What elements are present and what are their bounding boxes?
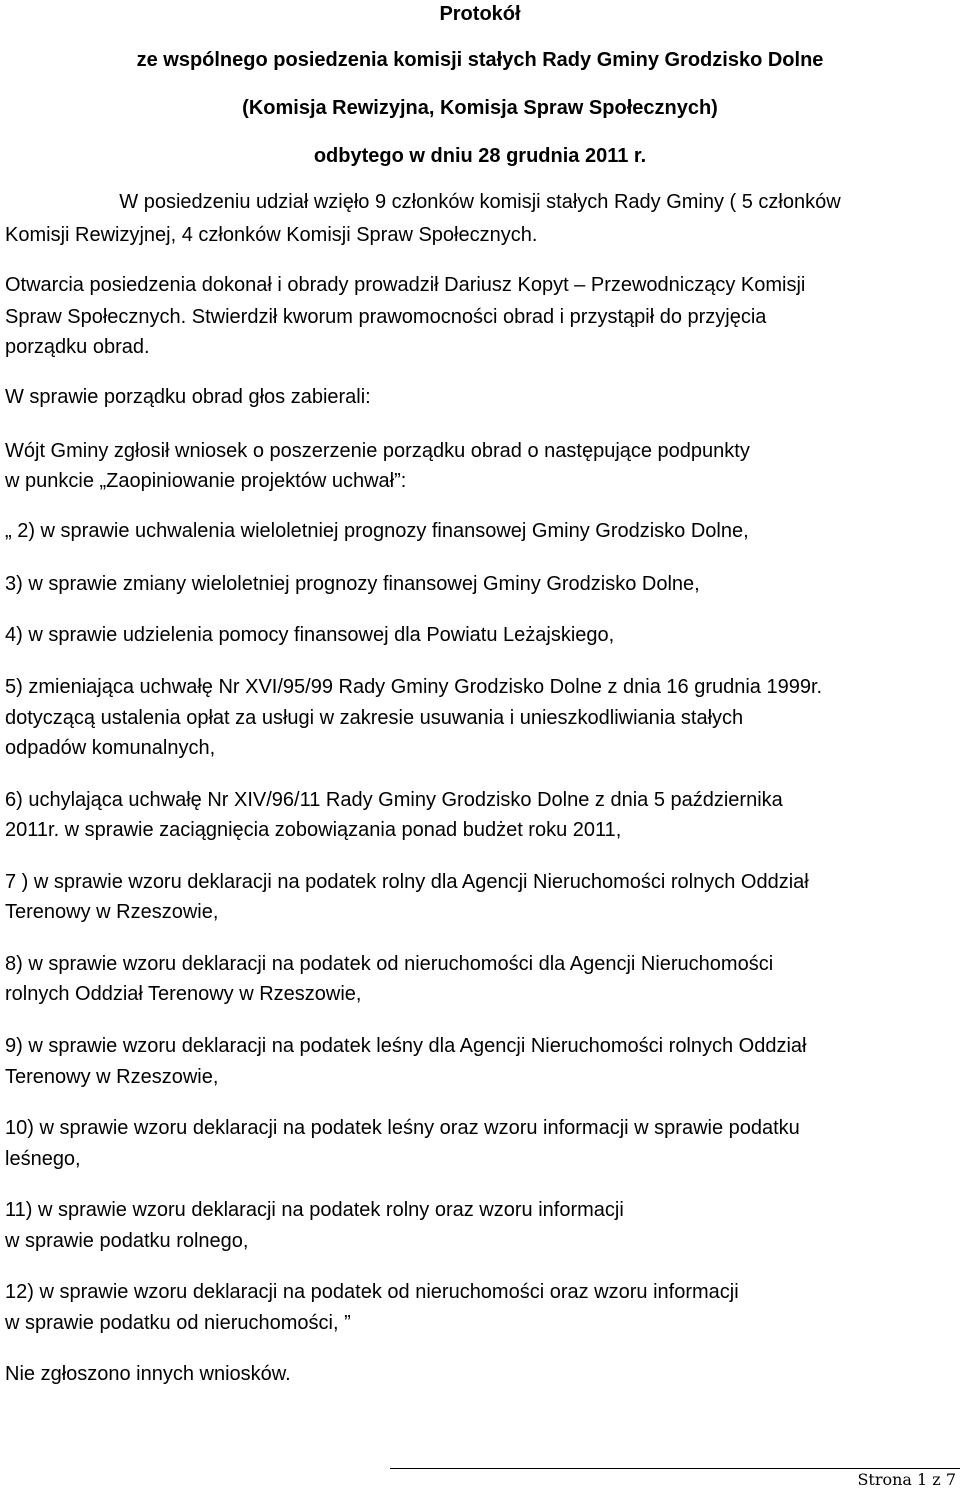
agenda-item-5-line-2: dotyczącą ustalenia opłat za usługi w zakresie usuwania i unieszkodliwiania stałych bbox=[5, 707, 744, 729]
agenda-item-10-line-1: 10) w sprawie wzoru deklaracji na podatek leśny oraz wzoru informacji w sprawie podatku bbox=[5, 1117, 800, 1139]
agenda-item-11-line-2: w sprawie podatku rolnego, bbox=[5, 1230, 249, 1252]
agenda-item-7-line-2: Terenowy w Rzeszowie, bbox=[5, 901, 219, 923]
opening-line-1: Otwarcia posiedzenia dokonał i obrady prowadził Dariusz Kopyt – Przewodniczący Komisji bbox=[5, 274, 806, 296]
meeting-date: odbytego w dniu 28 grudnia 2011 r. bbox=[313, 145, 647, 167]
agenda-item-6-line-2: 2011r. w sprawie zaciągnięcia zobowiązania ponad budżet roku 2011, bbox=[5, 819, 622, 841]
motion-line-2: w punkcie „Zaopiniowanie projektów uchwał”: bbox=[5, 470, 407, 492]
attendance-line-1: W posiedzeniu udział wzięło 9 członków komisji stałych Rady Gminy ( 5 członków bbox=[119, 191, 841, 213]
agenda-item-5-line-3: odpadów komunalnych, bbox=[5, 737, 216, 759]
agenda-item-8-line-1: 8) w sprawie wzoru deklaracji na podatek od nieruchomości dla Agencji Nieruchomości bbox=[5, 953, 774, 975]
opening-line-3: porządku obrad. bbox=[5, 336, 150, 358]
agenda-item-6-line-1: 6) uchylająca uchwałę Nr XIV/96/11 Rady Gminy Grodzisko Dolne z dnia 5 października bbox=[5, 789, 783, 811]
agenda-item-9-line-1: 9) w sprawie wzoru deklaracji na podatek leśny dla Agencji Nieruchomości rolnych Oddział bbox=[5, 1035, 807, 1057]
agenda-item-4: 4) w sprawie udzielenia pomocy finansowej dla Powiatu Leżajskiego, bbox=[5, 624, 615, 646]
opening-line-2: Spraw Społecznych. Stwierdził kworum prawomocności obrad i przystąpił do przyjęcia bbox=[5, 306, 767, 328]
agenda-item-7-line-1: 7 ) w sprawie wzoru deklaracji na podatek rolny dla Agencji Nieruchomości rolnych Oddział bbox=[5, 871, 809, 893]
agenda-item-3: 3) w sprawie zmiany wieloletniej prognozy finansowej Gminy Grodzisko Dolne, bbox=[5, 573, 700, 595]
committees-line: (Komisja Rewizyjna, Komisja Spraw Społecznych) bbox=[242, 97, 718, 119]
page-number: Strona 1 z 7 bbox=[857, 1470, 956, 1489]
agenda-item-11-line-1: 11) w sprawie wzoru deklaracji na podatek rolny oraz wzoru informacji bbox=[5, 1199, 624, 1221]
footer-divider bbox=[390, 1468, 960, 1469]
motion-line-1: Wójt Gminy zgłosił wniosek o poszerzenie porządku obrad o następujące podpunkty bbox=[5, 440, 750, 462]
attendance-line-2: Komisji Rewizyjnej, 4 członków Komisji Spraw Społecznych. bbox=[5, 224, 538, 246]
document-title: Protokół bbox=[439, 3, 521, 25]
agenda-item-10-line-2: leśnego, bbox=[5, 1148, 81, 1170]
agenda-item-8-line-2: rolnych Oddział Terenowy w Rzeszowie, bbox=[5, 983, 362, 1005]
agenda-item-12-line-2: w sprawie podatku od nieruchomości, ” bbox=[5, 1312, 351, 1334]
agenda-intro: W sprawie porządku obrad głos zabierali: bbox=[5, 386, 371, 408]
agenda-item-9-line-2: Terenowy w Rzeszowie, bbox=[5, 1066, 219, 1088]
document-subtitle: ze wspólnego posiedzenia komisji stałych Rady Gminy Grodzisko Dolne bbox=[136, 49, 824, 71]
agenda-item-12-line-1: 12) w sprawie wzoru deklaracji na podatek od nieruchomości oraz wzoru informacji bbox=[5, 1281, 739, 1303]
agenda-item-2: „ 2) w sprawie uchwalenia wieloletniej prognozy finansowej Gminy Grodzisko Dolne, bbox=[5, 520, 749, 542]
agenda-item-5-line-1: 5) zmieniająca uchwałę Nr XVI/95/99 Rady Gminy Grodzisko Dolne z dnia 16 grudnia 1999r. bbox=[5, 676, 823, 698]
closing-statement: Nie zgłoszono innych wniosków. bbox=[5, 1363, 291, 1385]
